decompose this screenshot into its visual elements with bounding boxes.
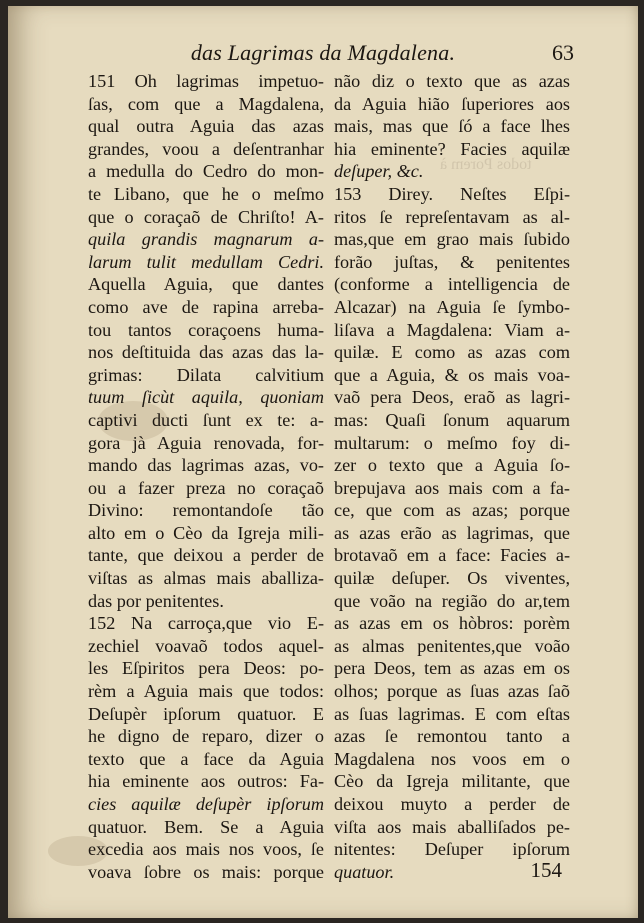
- text-line: texto que a face da Aguia: [88, 748, 324, 769]
- text-line: te Libano, que he o meſmo: [88, 183, 324, 204]
- right-text-column: [334, 70, 570, 883]
- text-line: das por penitentes.: [88, 590, 224, 611]
- text-line: mas: Quaſi ſonum aquarum: [334, 409, 570, 430]
- latin-quote-line: deſuper, &c.: [334, 161, 424, 182]
- text-line: voava ſobre os mais: porque: [88, 861, 324, 882]
- text-line: Alcazar) na Aguia ſe ſymbo-: [334, 296, 570, 317]
- text-line: 151 Oh lagrimas impetuo-: [88, 71, 324, 91]
- text-line: tante, que deixou a perder de: [88, 545, 324, 566]
- page-header: [8, 38, 638, 72]
- text-line: zer o texto que a Aguia ſo-: [334, 455, 570, 476]
- text-line: ce, que com as azas; porque: [334, 500, 570, 521]
- text-line: brepujava aos mais com a fa-: [334, 477, 570, 498]
- text-line: mais, mas que ſó a face lhes: [334, 116, 570, 137]
- text-line: Magdalena nos voos em o: [334, 748, 570, 769]
- text-line: nitentes: Deſuper ipſorum: [334, 839, 570, 860]
- text-line: deixou muyto a perder de: [334, 794, 570, 814]
- text-line: Deſupèr ipſorum quatuor. E: [88, 703, 324, 724]
- text-line: ou a fazer preza no coraçaõ: [88, 477, 324, 498]
- latin-quote-line: quila grandis magnarum a-: [88, 229, 324, 250]
- text-line: tou tantos coraçoens huma-: [88, 319, 324, 340]
- text-line: não diz o texto que as azas: [334, 71, 570, 91]
- text-line: que a Aguia, & os mais voa-: [334, 364, 570, 385]
- text-line: Divino: remontandoſe tão: [88, 500, 324, 521]
- text-line: ritos ſe repreſentavam as al-: [334, 206, 570, 227]
- text-line: nos deſtituida das azas das la-: [88, 342, 324, 363]
- text-line: as almas penitentes,que voão: [334, 635, 570, 656]
- text-line: qual outra Aguia das azas: [88, 116, 324, 137]
- text-line: Aquella Aguia, que dantes: [88, 274, 324, 295]
- text-line: as ſuas lagrimas. E com eſtas: [334, 703, 570, 724]
- text-line: forão juſtas, & penitentes: [334, 251, 570, 272]
- text-line: viſta aos mais aballiſados pe-: [334, 816, 570, 837]
- text-line: pera Deos, tem as azas em os: [334, 658, 570, 679]
- text-line: captivi ducti ſunt ex te: a-: [88, 409, 324, 430]
- text-line: a medulla do Cedro do mon-: [88, 161, 324, 182]
- text-line: brotavaõ em a face: Facies a-: [334, 545, 570, 566]
- text-line: liſava a Magdalena: Viam a-: [334, 319, 570, 340]
- text-line: he digno de reparo, dizer o: [88, 726, 324, 747]
- text-line: 153 Direy. Neſtes Eſpi-: [334, 183, 570, 204]
- text-line: les Eſpiritos pera Deos: po-: [88, 658, 324, 679]
- text-line: Cèo da Igreja militante, que: [334, 771, 570, 792]
- text-line: mas,que em grao mais ſubido: [334, 229, 570, 250]
- text-line: hia eminente aos outros: Fa-: [88, 771, 324, 792]
- latin-quote-line: larum tulit medullam Cedri.: [88, 251, 324, 272]
- catchword: 154: [530, 858, 562, 882]
- text-line: rèm a Aguia mais que todos:: [88, 681, 324, 702]
- book-page: [8, 6, 638, 918]
- show-through-text: todos Porem à: [440, 156, 532, 173]
- text-line: grimas: Dilata calvitium: [88, 364, 324, 385]
- text-line: 152 Na carroça,que vio E-: [88, 613, 324, 634]
- text-line: quilæ. E como as azas com: [334, 342, 570, 363]
- text-line: excedia aos mais nos voos, ſe: [88, 839, 324, 860]
- latin-quote-line: tuum ſicùt aquila, quoniam: [88, 387, 324, 408]
- text-line: gora jà Aguia renovada, for-: [88, 432, 324, 453]
- text-line: que o coraçaõ de Chriſto! A-: [88, 206, 324, 227]
- text-line: zechiel voavaõ todos aquel-: [88, 635, 324, 656]
- page-number: 63: [552, 40, 574, 65]
- text-line: que voão na região do ar,tem: [334, 590, 570, 611]
- text-line: azas ſe remontou tanto a: [334, 726, 570, 747]
- text-line: (conforme a intelligencia de: [334, 274, 570, 295]
- text-line: da Aguia hião ſuperiores aos: [334, 93, 570, 114]
- latin-quote-line: cies aquilæ deſupèr ipſorum: [88, 794, 324, 814]
- text-line: quilæ deſuper. Os viventes,: [334, 568, 570, 589]
- text-line: multarum: o meſmo foy di-: [334, 432, 570, 453]
- text-line: hia eminente? Facies aquilæ: [334, 138, 570, 159]
- text-line: quatuor. Bem. Se a Aguia: [88, 816, 324, 837]
- text-line: as azas em os hòbros: porèm: [334, 613, 570, 634]
- text-line: grandes, voou a deſentranhar: [88, 138, 324, 159]
- left-text-column: [88, 70, 324, 883]
- text-line: olhos; porque as ſuas azas ſaõ: [334, 681, 570, 702]
- text-line: viſtas as almas mais aballiza-: [88, 568, 324, 589]
- text-line: alto em o Cèo da Igreja mili-: [88, 522, 324, 543]
- text-line: as azas erão as lagrimas, que: [334, 522, 570, 543]
- text-line: como ave de rapina arreba-: [88, 296, 324, 317]
- text-line: ſas, com que a Magdalena,: [88, 93, 324, 114]
- text-line: vaõ pera Deos, eraõ as lagri-: [334, 387, 570, 408]
- text-line: mando das lagrimas azas, vo-: [88, 455, 324, 476]
- latin-quote-line: quatuor.: [334, 861, 395, 882]
- running-title: das Lagrimas da Magdalena.: [190, 40, 456, 65]
